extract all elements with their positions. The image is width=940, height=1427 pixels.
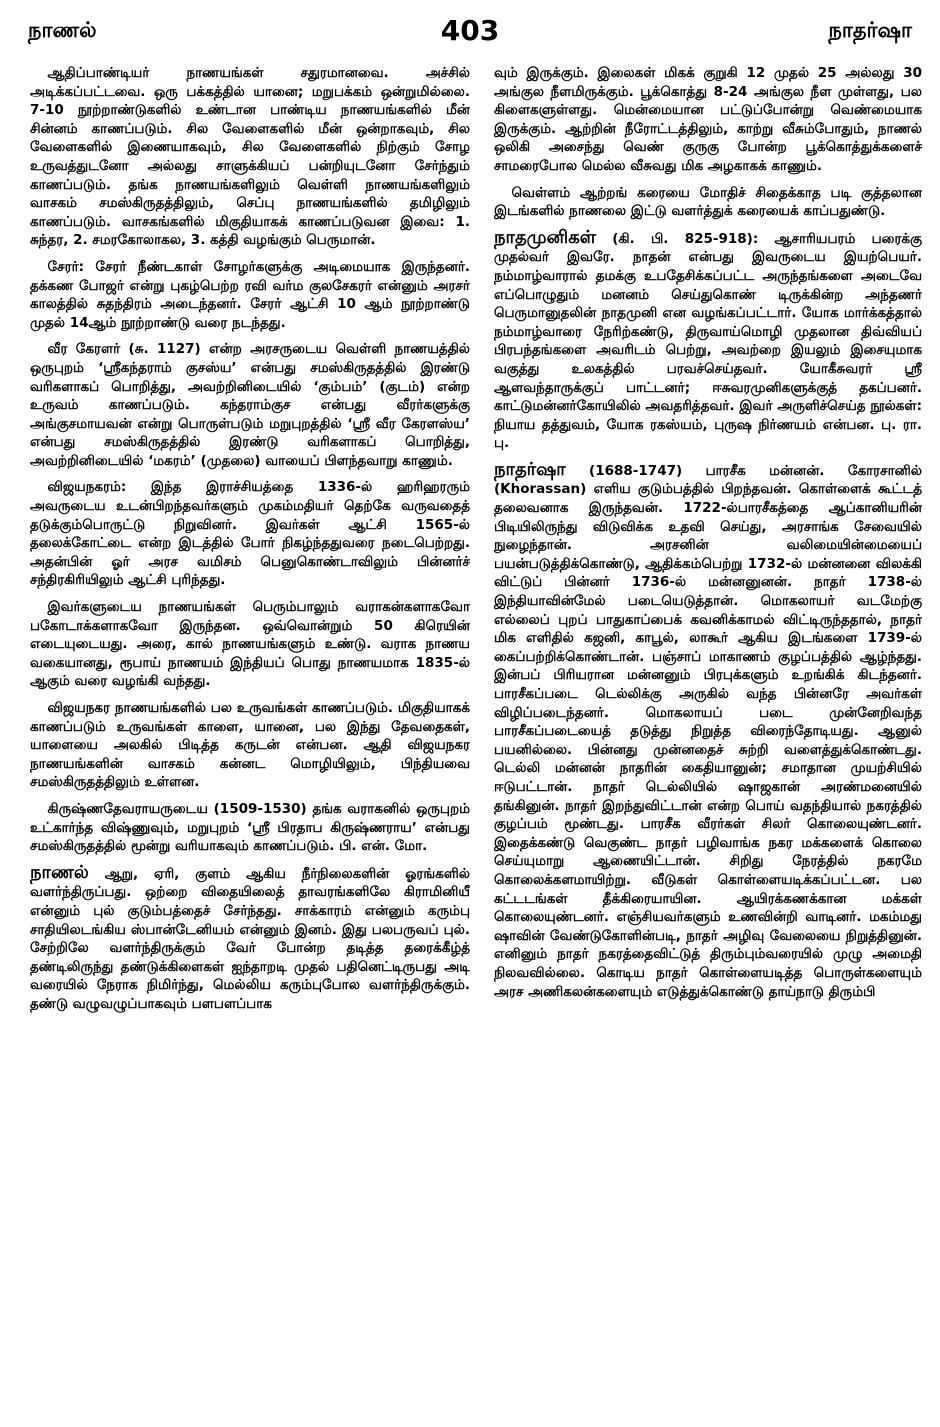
paragraph: வெள்ளம் ஆற்றங் கரையை மோதிச் சிதைக்காத படி குத்தலான இடங்களில் நாணலை இட்டு வளர்த்துக் கரையைக் காப்பதுண்டு.: [494, 184, 922, 220]
paragraph: கிருஷ்ணதேவராயருடைய (1509-1530) தங்க வராகனில் ஒருபுறம் உட்கார்ந்த விஷ்ணுவும், மறுபுறம் ‘ஸ்ரீ பிரதாப கிருஷ்ணராய’ என்பது சமஸ்கிருதத்தில் மூன்று வரியாகவும் காணப்படும். பி. என். மோ.: [30, 800, 470, 855]
running-head-left: நாணல்: [28, 18, 97, 42]
entry-paragraph: நாதர்ஷா (1688-1747) பாரசீக மன்னன். கோரசானில் (Khorassan) எளிய குடும்பத்தில் பிறந்தவன். கொள்ளைக் கூட்டத் தலைவனாக இருந்தவன். 1722-ல்பாரசீகத்தை ஆப்கானியரின் பிடியிலிருந்து விடுவிக்க உதவி செய்து, அரசாங்க சேவையில் நுழைந்தான். அரசனின் வலிமையின்மையைப் பயன்படுத்திக்கொண்டு, ஆதிக்கம்பெற்று 1732-ல் மன்னனை விலக்கி விட்டுப் பின்னர் 1736-ல் மன்னனுனன். நாதர் 1738-ல் இந்தியாவின்மேல் படையெடுத்தான். மொகலாயர் வடமேற்கு எல்லைப் புறப் பாதுகாப்பைக் கவனிக்காமல் விட்டிருந்ததால், நாதர் மிக எளிதில் கஜனி, காபூல், லாகூர் ஆகிய இடங்களை 1739-ல் கைப்பற்றிக்கொண்டான். பஞ்சாப் மாகாணம் குழப்பத்தில் ஆழ்ந்தது. இன்பப் பிரியரான மன்னனும் பிரபுக்களும் உறங்கிக் கிடந்தனர். பாரசீகப்படை டெல்லிக்கு அருகில் வந்த பின்னரே அவர்கள் விழிப்படைந்தனர். மொகலாயப் படை முன்னேறிவந்த பாரசீகப்படையைத் தடுத்து நிறுத்த விரைந்தோடியது. ஆனுல் பயனில்லை. பின்னது முன்னதைச் சுற்றி வளைத்துக்கொண்டது. டெல்லி மன்னன் நாதரின் கைதியானுன்; சமாதான முயற்சியில் ஈடுபட்டான். நாதர் டெல்லியில் ஷாஜகான் அரண்மனையில் தங்கினுன். நாதர் இறந்துவிட்டான் என்ற பொய் வதந்தியால் நகரத்தில் குழப்பம் மூண்டது. பாரசீக வீரர்கள் சிலர் கொலையுண்டனர். இதைக்கண்டு வெகுண்ட நாதர் பழிவாங்க நகர மக்களைக் கொலை செய்யுமாறு ஆணையிட்டான். சிறிது நேரத்தில் நகரமே கொலைக்களமாயிற்று. வீடுகள் கொள்ளையடிக்கப்பட்டன. பல கட்டடங்கள் தீக்கிரையாயின. ஆயிரக்கணக்கான மக்கள் கொலையுண்டனர். எஞ்சியவர்களும் உணவின்றி வாடினர். மகம்மது ஷாவின் வேண்டுகோளின்படி, நாதர் அழிவு வேலையை நிறுத்தினுன். எனினும் நாதர் நகரத்தைவிட்டுத் திரும்பும்வரையில் முழு அமைதி நிலவவில்லை. கொடிய நாதர் கொள்ளையடித்த பொருள்களையும் அரச அணிகலன்களையும் எடுத்துக்கொண்டு தாய்நாடு திரும்பி: [494, 458, 922, 1000]
entry-paragraph: நாதமுனிகள் (கி. பி. 825-918): ஆசாரியபரம் பரைக்கு முதல்வர் இவரே. நாதன் என்பது இவருடைய இயற்பெயர். நம்மாழ்வாரால் தமக்கு உபதேசிக்கப்பட்ட அருந்தங்களை அடைவே எப்பொழுதும் மனனம் செய்துகொண் டிருக்கின்ற அந்தணர் பெருமானுதலின் நாதமுனி என வழங்கப்பட்டார். யோக மார்க்கத்தால் நம்மாழ்வாரை நேரிற்கண்டு, திருவாய்மொழி முதலான திவ்வியப் பிரபந்தங்களை அவரிடம் பெற்று, அவற்றை இயலும் இசையுமாக வகுத்து உலகத்தில் பரவச்செய்தவர். யோகீசுவரர் ஸ்ரீ ஆளவந்தாருக்குப் பாட்டனர்; ஈசுவரமுனிகளுக்குத் தகப்பனர். காட்டுமன்னர்கோயிலில் அவதரித்தவர். இவர் அருளிச்செய்த நூல்கள்: நியாய தத்துவம், யோக ரகஸ்யம், புருஷ நிர்ணயம் என்பன. பு. ரா. பு.: [494, 226, 922, 452]
paragraph: இவர்களுடைய நாணயங்கள் பெரும்பாலும் வராகன்களாகவோ பகோடாக்களாகவோ இருந்தன. ஒவ்வொன்றும் 50 கிரெயின் எடையுடையது. அரை, கால் நாணயங்களும் உண்டு. வராக நாணய வகையானது, ரூபாய் நாணயம் இந்தியப் பொது நாணயமாக 1835-ல் ஆகும் வரை வழங்கி வந்தது.: [30, 599, 470, 690]
paragraph: விஜயநகர நாணயங்களில் பல உருவங்கள் காணப்படும். மிகுதியாகக் காணப்படும் உருவங்கள் காளை, யானை, பல இந்து தேவதைகள், யாளையை அலகில் பிடித்த கருடன் என்பன. ஆதி விஜயநகர நாணயங்களின் வாசகம் கன்னட மொழியிலும், பிந்தியவை சமஸ்கிருதத்திலும் உள்ளன.: [30, 700, 470, 791]
paragraph: ஆதிப்பாண்டியர் நாணயங்கள் சதுரமானவை. அச்சில் அடிக்கப்பட்டவை. ஒரு பக்கத்தில் யானை; மறுபக்கம் ஒன்றுமில்லை. 7-10 நூற்றாண்டுகளில் உண்டான பாண்டிய நாணயங்களில் மீன் சின்னம் காணப்படும். சில வேளைகளில் மீன் ஒன்றாகவும், சில வேளைகளில் இணையாகவும், சில வேளைகளில் நிற்கும் சோழ உருவத்துடனோ அல்லது சாளுக்கியப் பன்றியுடனோ சேர்ந்தும் காணப்படும். தங்க நாணயங்களிலும் வெள்ளி நாணயங்களிலும் வாசகம் சமஸ்கிருதத்திலும், செப்பு நாணயங்களில் தமிழிலும் காணப்படும். வாசகங்களில் மிகுதியாகக் காணப்படுவன இவை: 1. சுந்தர, 2. சமரகோலாகல, 3. கத்தி வழங்கும் பெருமான்.: [30, 65, 470, 249]
entry-headword: நாதமுனிகள்: [494, 226, 596, 248]
page-number: 403: [440, 14, 500, 47]
paragraph: வீர கேரளர் (சு. 1127) என்ற அரசருடைய வெள்ளி நாணயத்தில் ஒருபுறம் ‘ஸ்ரீகந்தராம் குசஸ்ய’ என்பது சமஸ்கிருதத்தில் இரண்டு வரிகளாகப் பொறித்து, அவற்றினிடையில் ‘கும்பம்’ (குடம்) என்ற உருவம் காணப்படும். கந்தராம்குச என்பது வீரர்களுக்கு அங்குசமாயவன் என்று பொருள்படும் மறுபுறத்தில் ‘ஸ்ரீ வீர கேரளஸ்ய’ என்பது சமஸ்கிருதத்தில் இரண்டு வரிகளாகப் பொறித்து, அவற்றினிடையில் ‘மகரம்’ (முதலை) வாயைப் பிளந்தவாறு காணும்.: [30, 341, 470, 469]
entry-headword: நாதர்ஷா: [494, 458, 566, 480]
right-column: [494, 64, 922, 1414]
entry-paragraph: நாணல் ஆறு, ஏரி, குளம் ஆகிய நீர்நிலைகளின் ஓரங்களில் வளர்ந்திருப்பது. ஒற்றை விதையிலைத் தாவரங்களிலே கிராமினியீ என்னும் புல் குடும்பத்தைச் சேர்ந்தது. சாக்காரம் என்னும் கரும்பு சாதியிலடங்கிய ஸ்பான்டேனியம் என்னும் இனம். இது பலபருவப் புல். சேற்றிலே வளர்ந்திருக்கும் வேர் போன்ற தடித்த தரைக்கீழ்த் தண்டிலிருந்து தண்டுக்கிளைகள் ஐந்தாறடி முதல் பதினெட்டிருபது அடி வரையில் நேராக நிமிர்ந்து, மெல்லிய கரும்புபோல வளர்ந்திருக்கும். தண்டு வழுவழுப்பாகவும் பளபளப்பாக: [30, 861, 470, 1012]
entry-headword: நாணல்: [30, 861, 89, 883]
paragraph: வும் இருக்கும். இலைகள் மிகக் குறுகி 12 முதல் 25 அல்லது 30 அங்குல நீளமிருக்கும். பூக்கொத்து 8-24 அங்குல நீள முள்ளது, பல கிளைகளுள்ளது. மென்மையான பட்டுப்போன்று வெண்மையாக இருக்கும். ஆற்றின் நீரோட்டத்திலும், காற்று வீசும்போதும், நாணல் ஒலிகி அசைந்து வெண் குருகு போன்ற பூக்கொத்துக்களைச் சாமரைபோல மெல்ல வீசுவது மிக அழகாகக் காணும்.: [494, 65, 922, 174]
paragraph: சேரர்: சேரர் நீண்டகாள் சோழர்களுக்கு அடிமையாக இருந்தனர். தக்கண போஜர் என்று புகழ்பெற்ற ரவி வர்ம குலசேகரர் என்னும் அரசர் காலத்தில் சுதந்திரம் அடைந்தனர். சேரர் ஆட்சி 10 ஆம் நூற்றாண்டு முதல் 14ஆம் நூற்றாண்டு வரை நடந்தது.: [30, 258, 470, 331]
section-lead: விஜயநகரம்:: [47, 479, 127, 496]
left-column: [30, 64, 470, 1414]
running-head-right: நாதர்ஷா: [828, 18, 912, 42]
paragraph: விஜயநகரம்: இந்த இராச்சியத்தை 1336-ல் ஹரிஹரரும் அவருடைய உடன்பிறந்தவர்களும் முகம்மதியர் தெற்கே வருவதைத் தடுக்கும்பொருட்டு நிறுவினர். இவர்கள் ஆட்சி 1565-ல் தலைக்கோட்டை என்ற இடத்தில் போர் நிகழ்ந்ததுவரை நடைபெற்றது. அதன்பின் ஓர் அரச வமிசம் பெனுகொண்டாவிலும் பின்னர்ச் சந்திரகிரியிலும் ஆட்சி புரிந்தது.: [30, 479, 470, 589]
